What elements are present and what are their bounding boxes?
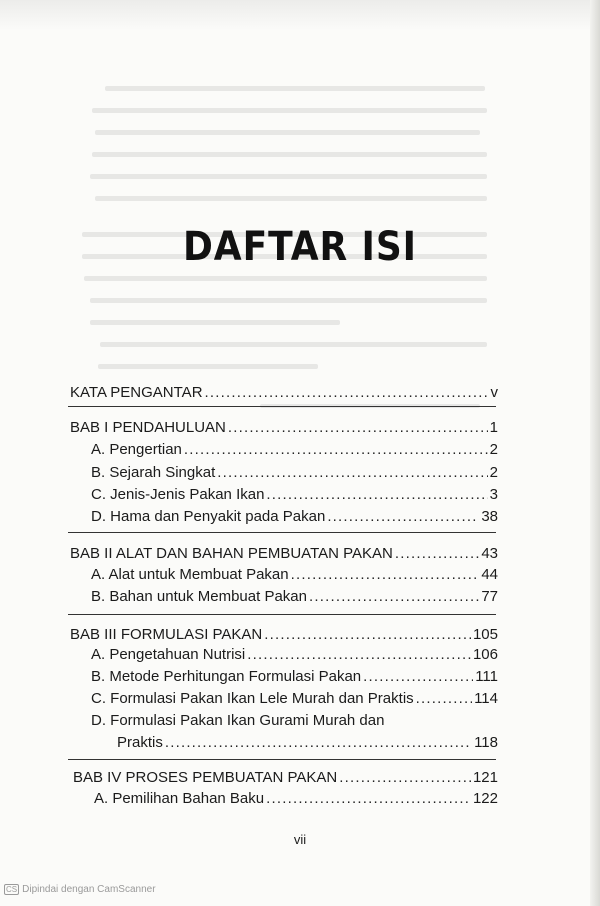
toc-entry-label: B. Bahan untuk Membuat Pakan xyxy=(91,588,307,605)
toc-entry-label: D. Hama dan Penyakit pada Pakan xyxy=(91,508,326,525)
toc-entry-page: 1 xyxy=(489,419,498,436)
toc-entry-bab-3-c[interactable] xyxy=(91,690,498,708)
toc-entry-page: 105 xyxy=(472,626,498,643)
dot-leader xyxy=(327,508,479,526)
toc-entry-page: v xyxy=(490,384,498,401)
toc-entry-page: 114 xyxy=(474,690,498,707)
toc-entry-bab-3[interactable] xyxy=(70,626,498,644)
toc-entry-label: B. Metode Perhitungan Formulasi Pakan xyxy=(91,668,362,685)
toc-entry-page: 77 xyxy=(481,588,498,605)
dot-leader xyxy=(291,566,480,584)
toc-entry-label: BAB IV PROSES PEMBUATAN PAKAN xyxy=(73,769,338,786)
dot-leader xyxy=(205,384,489,402)
toc-entry-page: 3 xyxy=(489,486,498,503)
toc-entry-page: 121 xyxy=(472,769,498,786)
dot-leader xyxy=(266,486,487,504)
toc-entry-page: 118 xyxy=(474,734,498,751)
dot-leader xyxy=(165,734,472,752)
toc-entry-page: 38 xyxy=(481,508,498,525)
toc-entry-bab-1-c[interactable] xyxy=(91,486,498,504)
toc-entry-bab-3-b[interactable] xyxy=(91,668,498,686)
page-number: vii xyxy=(293,832,307,847)
page-edge-shadow xyxy=(590,0,600,906)
camscanner-logo-icon: CS xyxy=(6,885,18,894)
scanner-watermark-text: Dipindai dengan CamScanner xyxy=(22,884,156,895)
toc-entry-bab-1-d[interactable] xyxy=(91,508,498,526)
divider xyxy=(68,759,496,760)
toc-entry-bab-4-a[interactable] xyxy=(94,790,498,808)
toc-entry-label: B. Sejarah Singkat xyxy=(91,464,216,481)
toc-entry-page: 43 xyxy=(481,545,498,562)
toc-entry-label: BAB I PENDAHULUAN xyxy=(70,419,226,436)
dot-leader xyxy=(247,646,471,664)
toc-entry-kata-pengantar[interactable] xyxy=(70,384,498,402)
page-top-shadow xyxy=(0,0,600,30)
toc-entry-bab-1-a[interactable] xyxy=(91,441,498,459)
toc-entry-label: C. Formulasi Pakan Ikan Lele Murah dan Praktis xyxy=(91,690,414,707)
dot-leader xyxy=(228,419,488,437)
dot-leader xyxy=(339,769,471,787)
toc-entry-page: 106 xyxy=(472,646,498,663)
dot-leader xyxy=(264,626,471,644)
toc-entry-label: A. Alat untuk Membuat Pakan xyxy=(91,566,289,583)
page-title: DAFTAR ISI xyxy=(183,224,417,270)
toc-entry-page: 111 xyxy=(475,668,498,685)
toc-entry-page: 122 xyxy=(472,790,498,807)
divider xyxy=(68,532,496,533)
toc-entry-label: BAB II ALAT DAN BAHAN PEMBUATAN PAKAN xyxy=(70,545,393,562)
dot-leader xyxy=(363,668,473,686)
toc-entry-label: C. Jenis-Jenis Pakan Ikan xyxy=(91,486,265,503)
toc-entry-page: 2 xyxy=(489,441,498,458)
dot-leader xyxy=(266,790,471,808)
dot-leader xyxy=(184,441,488,459)
toc-entry-bab-4[interactable] xyxy=(73,769,498,787)
dot-leader xyxy=(309,588,479,606)
scanner-watermark xyxy=(4,884,156,895)
toc-entry-bab-1-b[interactable] xyxy=(91,464,498,482)
divider xyxy=(68,406,496,407)
toc-entry-label: A. Pengetahuan Nutrisi xyxy=(91,646,246,663)
toc-entry-page: 44 xyxy=(481,566,498,583)
divider xyxy=(68,614,496,615)
toc-entry-bab-3-d[interactable] xyxy=(117,734,498,752)
toc-entry-label: BAB III FORMULASI PAKAN xyxy=(70,626,263,643)
toc-entry-page: 2 xyxy=(489,464,498,481)
dot-leader xyxy=(217,464,487,482)
dot-leader xyxy=(416,690,472,708)
toc-entry-bab-3-d-line1[interactable]: D. Formulasi Pakan Ikan Gurami Murah dan xyxy=(91,712,385,729)
toc-entry-bab-1[interactable] xyxy=(70,419,498,437)
toc-entry-bab-2[interactable] xyxy=(70,545,498,563)
toc-entry-bab-2-b[interactable] xyxy=(91,588,498,606)
toc-entry-bab-3-a[interactable] xyxy=(91,646,498,664)
toc-entry-label: Praktis xyxy=(117,734,163,751)
dot-leader xyxy=(395,545,479,563)
toc-entry-label: A. Pemilihan Bahan Baku xyxy=(94,790,265,807)
toc-entry-label: KATA PENGANTAR xyxy=(70,384,203,401)
toc-entry-bab-2-a[interactable] xyxy=(91,566,498,584)
toc-entry-label: A. Pengertian xyxy=(91,441,182,458)
